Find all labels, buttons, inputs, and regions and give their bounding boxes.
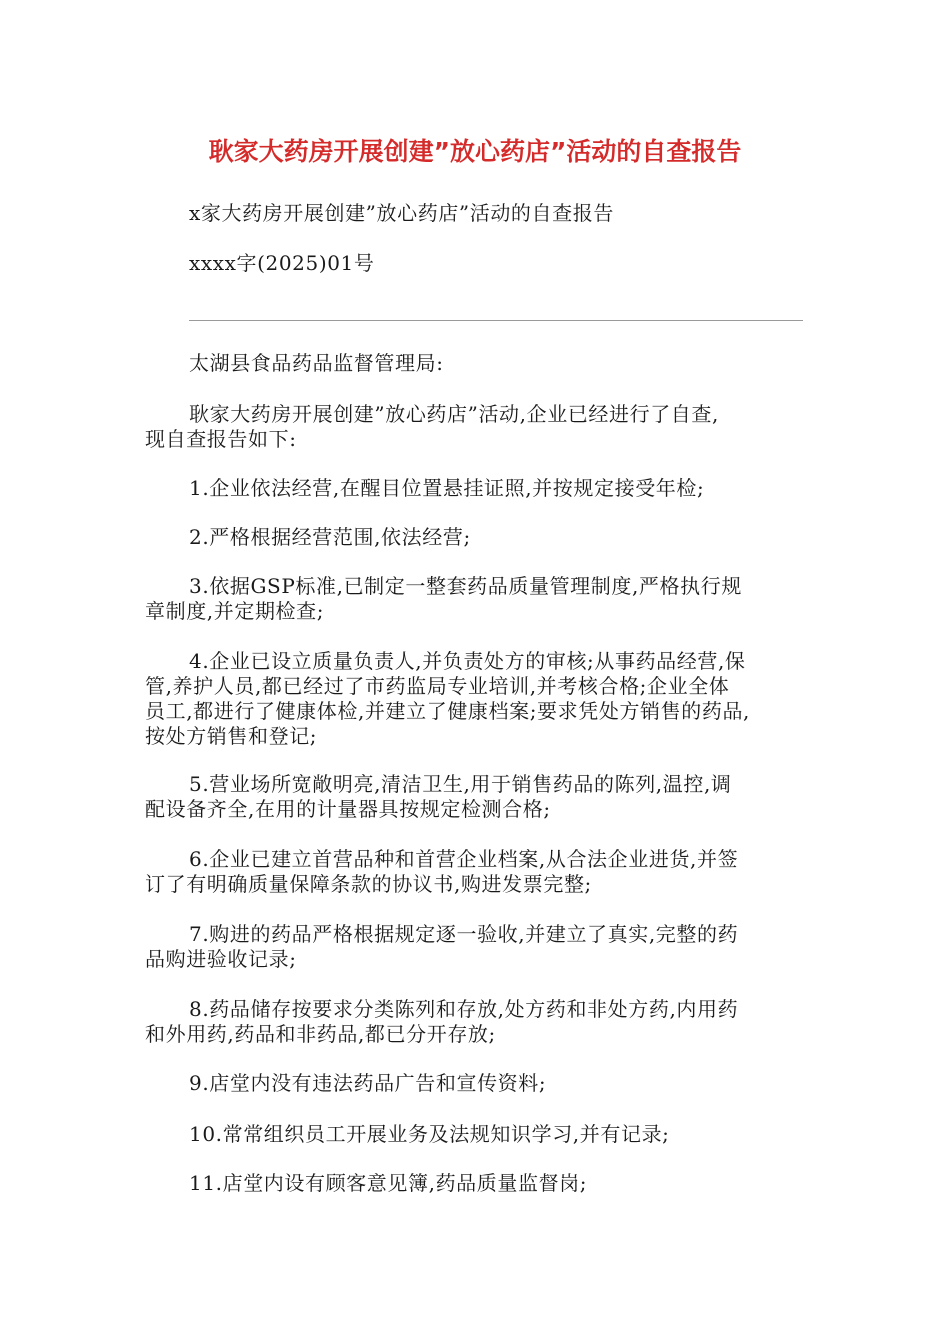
list-item-line: 1.企业依法经营,在醒目位置悬挂证照,并按规定接受年检; bbox=[189, 476, 705, 500]
list-item-line: 9.店堂内没有违法药品广告和宣传资料; bbox=[189, 1071, 547, 1095]
list-item-line: 员工,都进行了健康体检,并建立了健康档案;要求凭处方销售的药品, bbox=[145, 699, 751, 723]
list-item-line: 11.店堂内设有顾客意见簿,药品质量监督岗; bbox=[189, 1171, 588, 1195]
list-item-line: 6.企业已建立首营品种和首营企业档案,从合法企业进货,并签 bbox=[189, 847, 739, 871]
list-item-line: 管,养护人员,都已经过了市药监局专业培训,并考核合格;企业全体 bbox=[145, 674, 730, 698]
list-item-line: 8.药品储存按要求分类陈列和存放,处方药和非处方药,内用药 bbox=[189, 997, 739, 1021]
list-item-line: 7.购进的药品严格根据规定逐一验收,并建立了真实,完整的药 bbox=[189, 922, 739, 946]
divider-rule bbox=[189, 320, 803, 321]
list-item-line: 章制度,并定期检查; bbox=[145, 599, 325, 623]
list-item-line: 3.依据GSP标准,已制定一整套药品质量管理制度,严格执行规 bbox=[189, 574, 742, 598]
list-item-line: 配设备齐全,在用的计量器具按规定检测合格; bbox=[145, 797, 551, 821]
list-item-line: 和外用药,药品和非药品,都已分开存放; bbox=[145, 1022, 496, 1046]
document-subtitle: x家大药房开展创建”放心药店”活动的自查报告 bbox=[189, 201, 614, 225]
document-number: xxxx字(2025)01号 bbox=[189, 251, 375, 275]
intro-line: 现自查报告如下: bbox=[145, 427, 297, 451]
list-item-line: 订了有明确质量保障条款的协议书,购进发票完整; bbox=[145, 872, 592, 896]
list-item-line: 10.常常组织员工开展业务及法规知识学习,并有记录; bbox=[189, 1122, 670, 1146]
list-item-line: 5.营业场所宽敞明亮,清洁卫生,用于销售药品的陈列,温控,调 bbox=[189, 772, 732, 796]
list-item-line: 按处方销售和登记; bbox=[145, 724, 318, 748]
list-item-line: 4.企业已设立质量负责人,并负责处方的审核;从事药品经营,保 bbox=[189, 649, 746, 673]
list-item-line: 2.严格根据经营范围,依法经营; bbox=[189, 525, 471, 549]
document-title: 耿家大药房开展创建”放心药店”活动的自查报告 bbox=[208, 137, 742, 166]
intro-line: 耿家大药房开展创建”放心药店”活动,企业已经进行了自查, bbox=[189, 402, 719, 426]
list-item-line: 品购进验收记录; bbox=[145, 947, 297, 971]
addressee: 太湖县食品药品监督管理局: bbox=[189, 351, 444, 375]
